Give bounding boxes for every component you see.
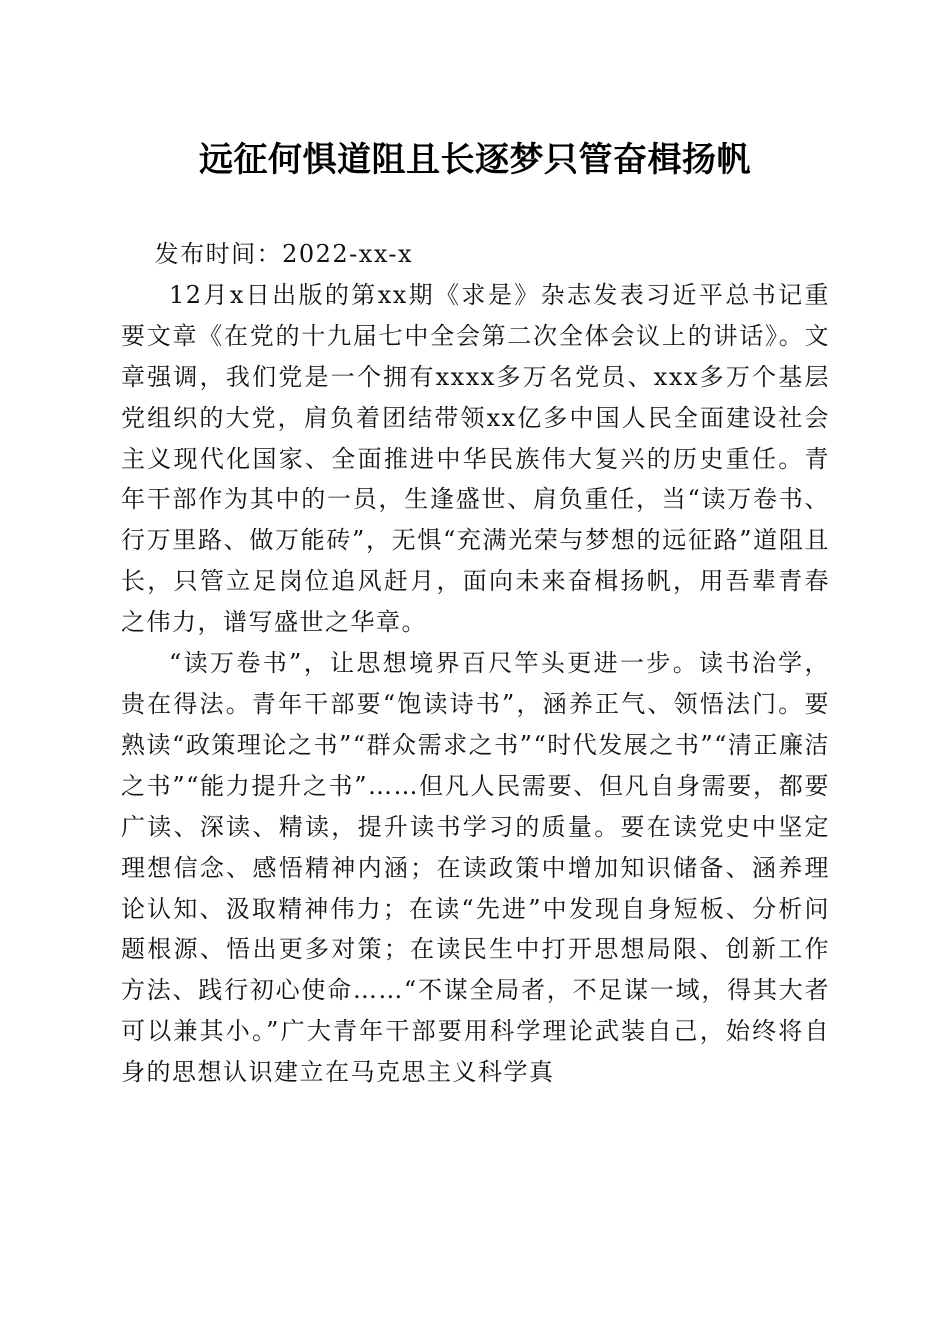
paragraph-reading: “读万卷书”，让思想境界百尺竿头更进一步。读书治学，贵在得法。青年干部要“饱读诗书”，涵养正气、领悟法门。要熟读“政策理论之书”“群众需求之书”“时代发展之书”“清正廉洁之书”“能力提升之书”……但凡人民需要、但凡自身需要，都要广读、深读、精读，提升读书学习的质量。要在读党史中坚定理想信念、感悟精神内涵；在读政策中增加知识储备、涵养理论认知、汲取精神伟力；在读“先进”中发现自身短板、分析问题根源、悟出更多对策；在读民生中打开思想局限、创新工作方法、践行初心使命……“不谋全局者，不足谋一域，得其大者可以兼其小。”广大青年干部要用科学理论武装自己，始终将自身的思想认识建立在马克思主义科学真 xyxy=(121,649,830,1087)
document-body xyxy=(121,234,830,1093)
paragraph-intro: 12月x日出版的第xx期《求是》杂志发表习近平总书记重要文章《在党的十九届七中全会第二次全体会议上的讲话》。文章强调，我们党是一个拥有xxxx多万名党员、xxx多万个基层党组织的大党，肩负着团结带领xx亿多中国人民全面建设社会主义现代化国家、全面推进中华民族伟大复兴的历史重任。青年干部作为其中的一员，生逢盛世、肩负重任，当“读万卷书、行万里路、做万能砖”，无惧“充满光荣与梦想的远征路”道阻且长，只管立足岗位追风赶月，面向未来奋楫扬帆，用吾辈青春之伟力，谱写盛世之华章。 xyxy=(121,280,830,637)
document-title: 远征何惧道阻且长逐梦只管奋楫扬帆 xyxy=(199,140,751,180)
publish-time: 发布时间：2022-xx-x xyxy=(154,240,414,268)
